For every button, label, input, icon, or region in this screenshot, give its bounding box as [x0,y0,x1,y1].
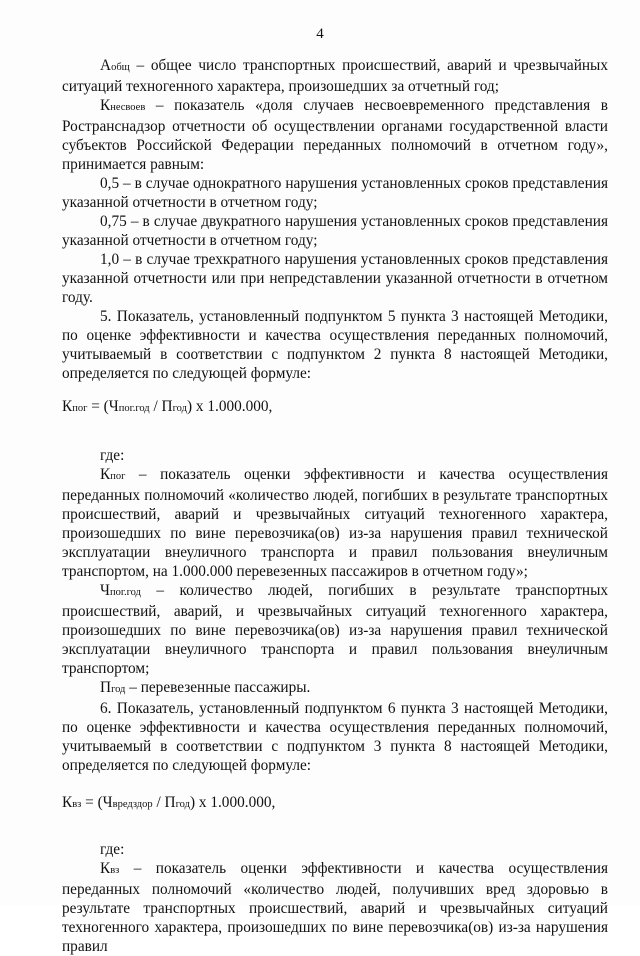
symbol-subscript: пог [110,471,126,482]
symbol: К [100,466,111,483]
symbol: Ч [100,582,110,599]
document-body [62,56,608,956]
formula-lhs: К [62,794,73,811]
where-label: где: [100,841,125,858]
symbol-subscript: вз [110,865,120,876]
symbol: А [100,57,112,74]
paragraph-6: 6. Показатель, установленный подпунктом 6 пункта 3 настоящей Методики, по оценке эффективности и качества осуществления переданных полномочий, учитываемый в соответствии с подпунктом 3 пункта 8 настоящей Методики, определяется по следующей формуле: [62,700,608,774]
formula-lhs-subscript: пог [72,403,88,414]
symbol: К [100,860,111,877]
symbol-subscript: несвоев [110,102,146,113]
value-0-5: 0,5 – в случае однократного нарушения установленных сроков представления указанной отчетности в отчетном году; [62,175,608,211]
definition-a-obsh [62,56,608,96]
formula-numerator-subscript: вредздор [112,799,153,810]
where-label: где: [100,447,125,464]
formula-eq: = (Ч [81,794,113,811]
value-1-0: 1,0 – в случае трехкратного нарушения установленных сроков представления указанной отчетности или при непредставлении указанной отчетности в отчетном году. [62,251,608,306]
formula-denominator-subscript: год [175,799,190,810]
formula-denominator-subscript: год [172,403,187,414]
formula-lhs: К [62,398,73,415]
definition-ch-pog [62,581,608,678]
value-0-75: 0,75 – в случае двукратного нарушения установленных сроков представления указанной отчетности в отчетном году; [62,213,608,249]
formula-lhs-subscript: вз [72,799,82,810]
symbol: К [100,97,111,114]
definition-text: – показатель «доля случаев несвоевременного представления в Ространснадзор отчетности об осуществлении органами государственной власти субъектов Российской Федерации переданных полномочий в отчетном году», принимается равным: [62,97,608,173]
definition-text: – перевезенные пассажиры. [125,679,311,696]
formula-k-vz [62,793,608,814]
symbol: П [100,679,112,696]
formula-k-pog [62,397,608,418]
symbol-subscript: год [111,684,126,695]
formula-tail: ) x 1.000.000, [189,794,276,811]
definition-text: – общее число транспортных происшествий, аварий и чрезвычайных ситуаций техногенного характера, произошедших за отчетный год; [62,57,608,95]
formula-numerator-subscript: пог.год [118,403,150,414]
formula-tail: ) x 1.000.000, [186,398,273,415]
formula-slash: / П [152,794,176,811]
symbol-subscript: общ [111,62,130,73]
definition-text: – показатель оценки эффективности и качества осуществления переданных полномочий «количество людей, погибших в результате транспортных происшествий, аварий и чрезвычайных ситуаций техногенного характера, произошедших по вине перевозчика(ов) из-за нарушения правил технической эксплуатации внеуличного транспорта и правил пользования внеуличным транспортом, на 1.000.000 перевезенных пассажиров в отчетном году»; [62,466,608,580]
formula-slash: / П [149,398,173,415]
paragraph-5: 5. Показатель, установленный подпунктом 5 пункта 3 настоящей Методики, по оценке эффективности и качества осуществления переданных полномочий, учитываемый в соответствии с подпунктом 2 пункта 8 настоящей Методики, определяется по следующей формуле: [62,308,608,382]
definition-p-god [62,678,608,699]
symbol-subscript: пог.год [109,587,141,598]
formula-eq: = (Ч [87,398,119,415]
definition-text: – количество людей, погибших в результате транспортных происшествий, аварий, и чрезвычайных ситуаций техногенного характера, произошедших по вине перевозчика(ов) из-за нарушения правил технической эксплуатации внеуличного транспорта и правил пользования внеуличным транспортом; [62,582,608,677]
definition-k-vz [62,859,608,956]
definition-k-nesvoev [62,96,608,174]
definition-text: – показатель оценки эффективности и качества осуществления переданных полномочий «количество людей, получивших вред здоровью в результате транспортных происшествий, аварий и чрезвычайных ситуаций техногенного характера, произошедших по вине перевозчика(ов) из-за нарушения правил [62,860,608,955]
page-number: 4 [316,26,324,42]
definition-k-pog [62,465,608,581]
